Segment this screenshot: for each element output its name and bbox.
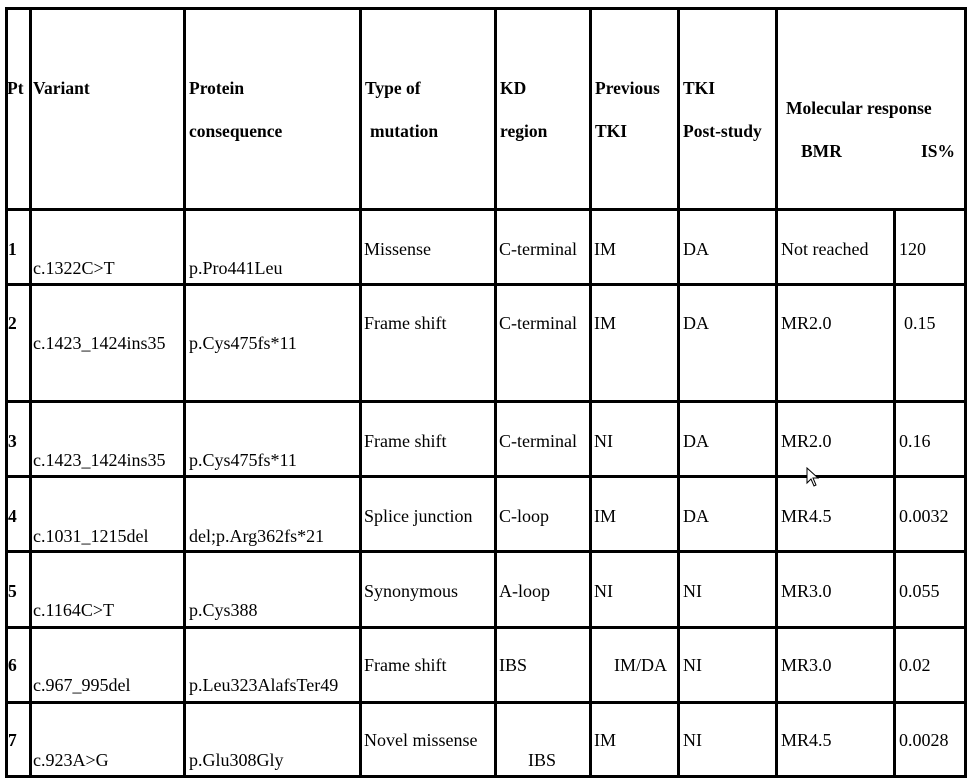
cell-variant: c.1423_1424ins35 xyxy=(33,450,166,470)
row-border xyxy=(5,7,967,10)
row-border xyxy=(5,701,967,704)
cell-protein: p.Cys388 xyxy=(189,600,258,620)
cell-protein: del;p.Arg362fs*21 xyxy=(189,526,325,546)
cell-protein: p.Cys475fs*11 xyxy=(189,333,297,353)
cell-bmr: MR4.5 xyxy=(781,506,832,526)
cell-kd: IBS xyxy=(499,655,528,675)
cell-bmr: MR3.0 xyxy=(781,581,832,601)
cell-pt: 3 xyxy=(8,431,17,451)
cell-post: DA xyxy=(683,506,709,526)
header-bmr: BMR xyxy=(801,141,842,161)
cell-kd: C-loop xyxy=(499,506,550,526)
header-variant: Variant xyxy=(33,78,90,98)
cell-prev: IM xyxy=(594,313,616,333)
cell-bmr: Not reached xyxy=(781,239,869,259)
cell-variant: c.1164C>T xyxy=(33,600,114,620)
cell-is: 0.02 xyxy=(899,655,931,675)
column-border xyxy=(893,208,896,778)
cell-prev: IM xyxy=(594,506,616,526)
header-post: TKI xyxy=(683,78,716,98)
cell-prev: IM/DA xyxy=(614,655,667,675)
cell-type: Missense xyxy=(364,239,431,259)
cell-post: DA xyxy=(683,239,709,259)
cell-protein: p.Pro441Leu xyxy=(189,258,283,278)
cell-type: Frame shift xyxy=(364,431,447,451)
row-border xyxy=(5,208,967,211)
header-type-2: mutation xyxy=(370,121,439,141)
cell-is: 0.0032 xyxy=(899,506,949,526)
cell-type: Frame shift xyxy=(364,655,447,675)
column-border xyxy=(775,7,778,778)
cell-post: NI xyxy=(683,581,702,601)
column-border xyxy=(589,7,592,778)
cell-post: DA xyxy=(683,313,709,333)
cell-variant: c.1031_1215del xyxy=(33,526,149,546)
header-previous-2: TKI xyxy=(595,121,628,141)
cell-type: Frame shift xyxy=(364,313,447,333)
cell-post: NI xyxy=(683,730,702,750)
cell-kd: C-terminal xyxy=(499,313,577,333)
cell-prev: IM xyxy=(594,239,616,259)
cell-type: Synonymous xyxy=(364,581,459,601)
cell-post: DA xyxy=(683,431,709,451)
column-border xyxy=(359,7,362,778)
column-border xyxy=(29,7,32,778)
row-border xyxy=(5,626,967,629)
cell-variant: c.1322C>T xyxy=(33,258,115,278)
header-protein-2: consequence xyxy=(189,121,283,141)
cell-pt: 6 xyxy=(8,655,17,675)
column-border xyxy=(964,7,967,778)
header-pt: Pt xyxy=(7,78,24,98)
cell-prev: NI xyxy=(594,431,613,451)
cell-is: 0.0028 xyxy=(899,730,949,750)
header-is-percent: IS% xyxy=(921,141,956,161)
cell-type: Novel missense xyxy=(364,730,478,750)
cell-bmr: MR4.5 xyxy=(781,730,832,750)
cell-kd: C-terminal xyxy=(499,239,577,259)
cell-protein: p.Leu323AlafsTer49 xyxy=(189,675,339,695)
row-border xyxy=(5,775,967,778)
cell-bmr: MR2.0 xyxy=(781,313,832,333)
header-kd: KD xyxy=(500,78,527,98)
row-border xyxy=(5,550,967,553)
cell-protein: p.Cys475fs*11 xyxy=(189,450,297,470)
mouse-cursor-icon xyxy=(806,467,820,487)
column-border xyxy=(494,7,497,778)
cell-pt: 4 xyxy=(8,506,17,526)
header-kd-2: region xyxy=(500,121,548,141)
cell-kd: IBS xyxy=(528,750,557,770)
cell-pt: 2 xyxy=(8,313,17,333)
cell-variant: c.967_995del xyxy=(33,675,131,695)
row-border xyxy=(5,400,967,403)
cell-pt: 7 xyxy=(8,730,17,750)
cell-bmr: MR3.0 xyxy=(781,655,832,675)
header-previous: Previous xyxy=(595,78,660,98)
cell-is: 0.16 xyxy=(899,431,931,451)
row-border xyxy=(5,283,967,286)
cell-prev: NI xyxy=(594,581,613,601)
header-type: Type of xyxy=(365,78,421,98)
cell-protein: p.Glu308Gly xyxy=(189,750,284,770)
cell-pt: 5 xyxy=(8,581,17,601)
cell-pt: 1 xyxy=(8,239,17,259)
column-border xyxy=(183,7,186,778)
header-protein: Protein xyxy=(189,78,245,98)
cell-type: Splice junction xyxy=(364,506,473,526)
cell-is: 120 xyxy=(899,239,926,259)
cell-kd: C-terminal xyxy=(499,431,577,451)
cell-kd: A-loop xyxy=(499,581,550,601)
column-border xyxy=(677,7,680,778)
header-molecular-response: Molecular response xyxy=(786,98,932,118)
cell-variant: c.923A>G xyxy=(33,750,109,770)
cell-is: 0.15 xyxy=(904,313,936,333)
header-post-2: Post-study xyxy=(683,121,762,141)
cell-is: 0.055 xyxy=(899,581,940,601)
cell-variant: c.1423_1424ins35 xyxy=(33,333,166,353)
row-border xyxy=(5,475,967,478)
cell-bmr: MR2.0 xyxy=(781,431,832,451)
cell-prev: IM xyxy=(594,730,616,750)
cell-post: NI xyxy=(683,655,702,675)
